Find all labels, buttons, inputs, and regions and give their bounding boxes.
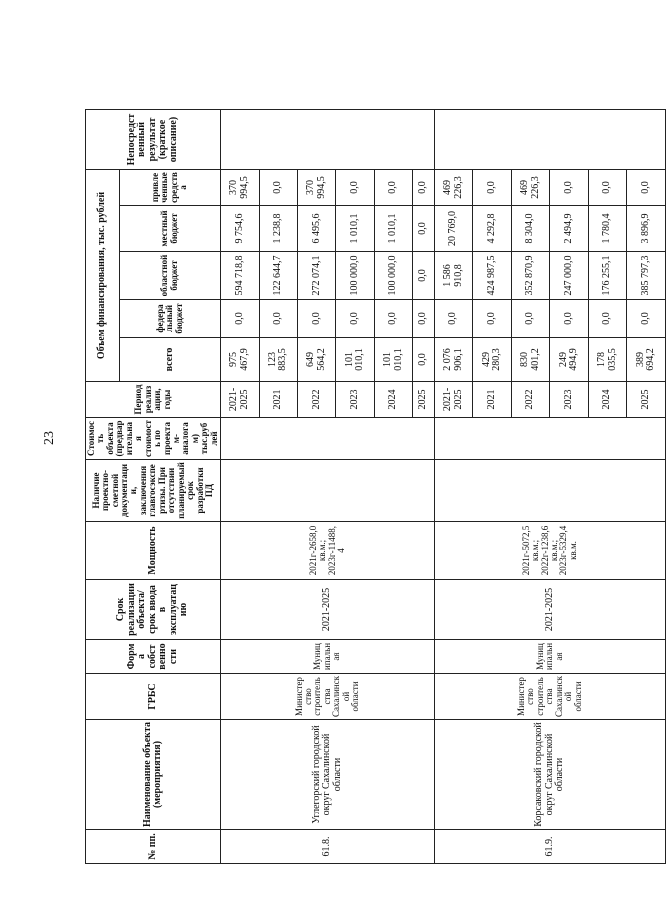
row-other: 0,0 — [374, 170, 412, 206]
row-year: 2022 — [298, 382, 336, 418]
row-other: 0,0 — [588, 170, 626, 206]
header-capacity: Мощность — [86, 522, 221, 580]
row-regional: 247 000,0 — [550, 252, 588, 300]
header-local: местный бюджет — [119, 206, 221, 252]
row-federal: 0,0 — [298, 300, 336, 338]
object-term: 2021-2025 — [435, 580, 666, 640]
row-regional: 100 000,0 — [374, 252, 412, 300]
row-federal: 0,0 — [588, 300, 626, 338]
header-design: Наличие проектно-сметной документации, заключения главгосэкспертизы. При отсутствии планируемый срок разработки ПД — [86, 460, 221, 522]
header-period: Период реализации, годы — [86, 382, 221, 418]
row-total: 101 010,1 — [336, 338, 374, 382]
row-local: 20 769,0 — [435, 206, 473, 252]
header-federal: федеральный бюджет — [119, 300, 221, 338]
row-regional: 100 000,0 — [336, 252, 374, 300]
row-year: 2021-2025 — [435, 382, 473, 418]
row-other: 0,0 — [550, 170, 588, 206]
row-other: 0,0 — [473, 170, 511, 206]
header-cost: Стоимость объекта (предварительная стоимость по проектам-аналогам) тыс.руб лей — [86, 418, 221, 460]
row-federal: 0,0 — [259, 300, 297, 338]
object-cost — [435, 418, 666, 460]
row-regional: 0,0 — [413, 252, 435, 300]
row-local: 1 780,4 — [588, 206, 626, 252]
row-federal: 0,0 — [336, 300, 374, 338]
object-num: 61.8. — [221, 830, 435, 864]
row-federal: 0,0 — [374, 300, 412, 338]
row-other: 370 994,5 — [298, 170, 336, 206]
table-row — [435, 110, 473, 864]
object-design — [435, 460, 666, 522]
row-year: 2023 — [550, 382, 588, 418]
row-regional: 1 586 910,8 — [435, 252, 473, 300]
object-grbs: Министерство строительства Сахалинской области — [435, 674, 666, 720]
row-regional: 385 797,3 — [627, 252, 666, 300]
row-regional: 424 987,5 — [473, 252, 511, 300]
row-local: 1 238,8 — [259, 206, 297, 252]
object-name: Углегорский городской округ Сахалинской области — [221, 720, 435, 830]
row-other: 469 226,3 — [435, 170, 473, 206]
row-federal: 0,0 — [511, 300, 549, 338]
row-federal: 0,0 — [221, 300, 259, 338]
row-total: 649 564,2 — [298, 338, 336, 382]
object-form: Муниципальная — [435, 640, 666, 674]
row-federal: 0,0 — [627, 300, 666, 338]
header-name: Наименование объекта (мероприятия) — [86, 720, 221, 830]
object-name: Корсаковский городской округ Сахалинской области — [435, 720, 666, 830]
row-year: 2024 — [588, 382, 626, 418]
row-federal: 0,0 — [550, 300, 588, 338]
row-local: 4 292,8 — [473, 206, 511, 252]
row-year: 2023 — [336, 382, 374, 418]
row-regional: 594 718,8 — [221, 252, 259, 300]
row-local: 0,0 — [413, 206, 435, 252]
row-regional: 272 074,1 — [298, 252, 336, 300]
object-capacity: 2021г-2658,0 кв.м.; 2023г-11488,4 — [221, 522, 435, 580]
row-year: 2021-2025 — [221, 382, 259, 418]
table-container — [85, 113, 657, 864]
row-other: 0,0 — [627, 170, 666, 206]
row-regional: 352 870,9 — [511, 252, 549, 300]
row-year: 2021 — [473, 382, 511, 418]
row-local: 1 010,1 — [336, 206, 374, 252]
object-cost — [221, 418, 435, 460]
row-year: 2025 — [627, 382, 666, 418]
row-other: 370 994,5 — [221, 170, 259, 206]
header-form: Форма собственности — [86, 640, 221, 674]
row-other: 469 226,3 — [511, 170, 549, 206]
row-federal: 0,0 — [413, 300, 435, 338]
object-num: 61.9. — [435, 830, 666, 864]
row-local: 2 494,9 — [550, 206, 588, 252]
header-other: привлеченные средства — [119, 170, 221, 206]
page-number: 23 — [42, 431, 57, 445]
row-total: 101 010,1 — [374, 338, 412, 382]
row-total: 975 467,9 — [221, 338, 259, 382]
header-term: Срок реализации объекта/срок ввода в эксплуатацию — [86, 580, 221, 640]
header-financing: Объем финансирования, тыс. рублей — [86, 170, 120, 382]
row-total: 830 401,2 — [511, 338, 549, 382]
row-regional: 122 644,7 — [259, 252, 297, 300]
row-total: 429 280,3 — [473, 338, 511, 382]
row-year: 2022 — [511, 382, 549, 418]
financing-table — [85, 109, 666, 864]
row-local: 8 304,0 — [511, 206, 549, 252]
row-year: 2025 — [413, 382, 435, 418]
row-local: 3 896,9 — [627, 206, 666, 252]
row-year: 2024 — [374, 382, 412, 418]
object-term: 2021-2025 — [221, 580, 435, 640]
table-row — [221, 110, 259, 864]
row-total: 0,0 — [413, 338, 435, 382]
row-regional: 176 255,1 — [588, 252, 626, 300]
row-total: 389 694,2 — [627, 338, 666, 382]
object-design — [221, 460, 435, 522]
row-other: 0,0 — [259, 170, 297, 206]
header-num: № пп. — [86, 830, 221, 864]
object-capacity: 2021г-5072,5 кв.м.; 2022г-1238,6 кв.м.; 2023г-5329,4 кв.м. — [435, 522, 666, 580]
header-regional: областной бюджет — [119, 252, 221, 300]
header-total: всего — [119, 338, 221, 382]
object-result — [435, 110, 666, 170]
header-result: Непосредственный результат (краткое описание) — [86, 110, 221, 170]
object-result — [221, 110, 435, 170]
row-total: 123 883,5 — [259, 338, 297, 382]
row-other: 0,0 — [336, 170, 374, 206]
row-federal: 0,0 — [473, 300, 511, 338]
header-grbs: ГРБС — [86, 674, 221, 720]
object-form: Муниципальная — [221, 640, 435, 674]
row-local: 6 495,6 — [298, 206, 336, 252]
row-local: 1 010,1 — [374, 206, 412, 252]
row-other: 0,0 — [413, 170, 435, 206]
row-total: 249 494,9 — [550, 338, 588, 382]
row-year: 2021 — [259, 382, 297, 418]
row-total: 178 035,5 — [588, 338, 626, 382]
object-grbs: Министерство строительства Сахалинской области — [221, 674, 435, 720]
row-total: 2 076 906,1 — [435, 338, 473, 382]
row-federal: 0,0 — [435, 300, 473, 338]
row-local: 9 754,6 — [221, 206, 259, 252]
